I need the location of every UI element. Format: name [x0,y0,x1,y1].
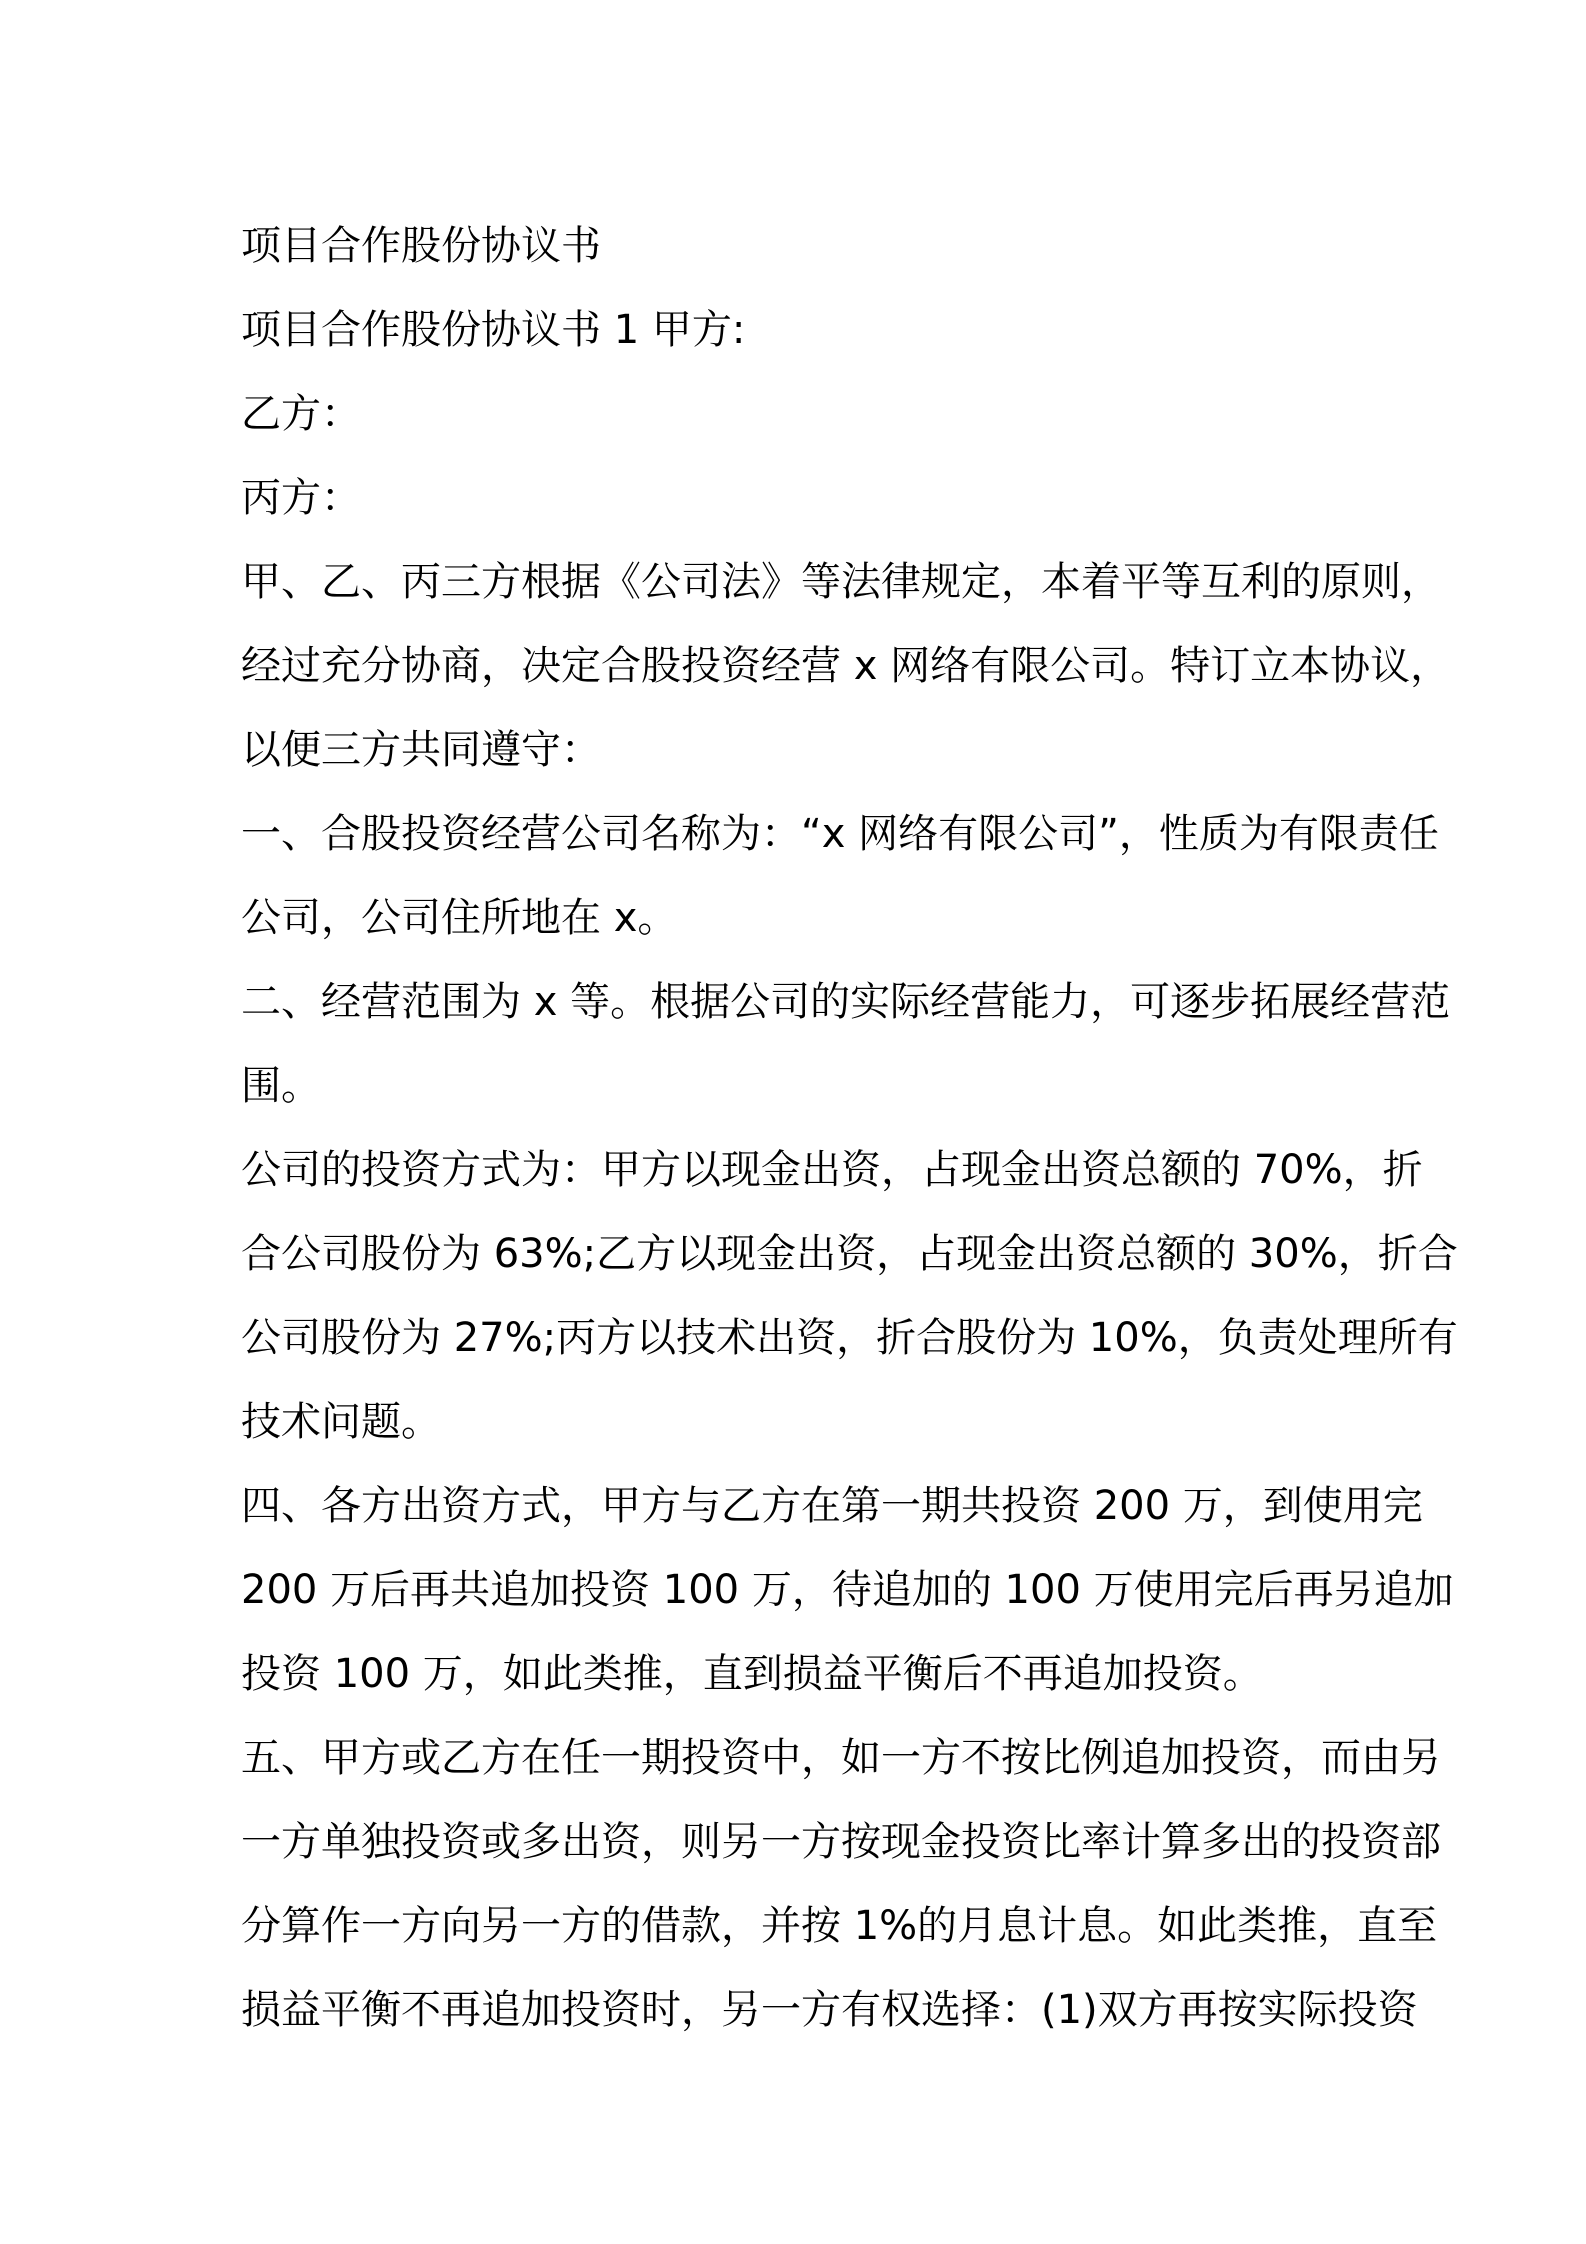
body-line: 投资 100 万，如此类推，直到损益平衡后不再追加投资。 [241,1651,1263,1697]
party-c-line: 丙方： [241,475,361,521]
body-line: 公司的投资方式为：甲方以现金出资，占现金出资总额的 70%，折 [241,1147,1423,1193]
party-b-line: 乙方： [241,391,361,437]
body-line: 四、各方出资方式，甲方与乙方在第一期共投资 200 万，到使用完 [241,1483,1423,1529]
body-line: 五、甲方或乙方在任一期投资中，如一方不按比例追加投资，而由另 [241,1735,1441,1781]
body-line: 二、经营范围为 x 等。根据公司的实际经营能力，可逐步拓展经营范 [241,979,1451,1025]
body-line: 围。 [241,1063,321,1109]
body-line: 公司，公司住所地在 x。 [241,895,678,941]
body-line: 一、合股投资经营公司名称为：“x 网络有限公司”，性质为有限责任 [241,811,1439,857]
body-line: 技术问题。 [241,1399,441,1445]
body-line: 200 万后再共追加投资 100 万，待追加的 100 万使用完后再另追加 [241,1567,1454,1613]
body-line: 合公司股份为 63%;乙方以现金出资，占现金出资总额的 30%，折合 [241,1231,1458,1277]
document-body [241,204,1458,2052]
body-line: 分算作一方向另一方的借款，并按 1%的月息计息。如此类推，直至 [241,1903,1438,1949]
agreement-heading-party-a: 项目合作股份协议书 1 甲方: [241,307,746,353]
body-line: 公司股份为 27%;丙方以技术出资，折合股份为 10%，负责处理所有 [241,1315,1458,1361]
document-title: 项目合作股份协议书 [241,223,601,269]
body-line: 甲、乙、丙三方根据《公司法》等法律规定，本着平等互利的原则， [241,559,1441,605]
body-line: 损益平衡不再追加投资时，另一方有权选择：(1)双方再按实际投资 [241,1987,1418,2033]
body-line: 以便三方共同遵守： [241,727,601,773]
body-line: 一方单独投资或多出资，则另一方按现金投资比率计算多出的投资部 [241,1819,1441,1865]
body-line: 经过充分协商，决定合股投资经营 x 网络有限公司。特订立本协议， [241,643,1451,689]
